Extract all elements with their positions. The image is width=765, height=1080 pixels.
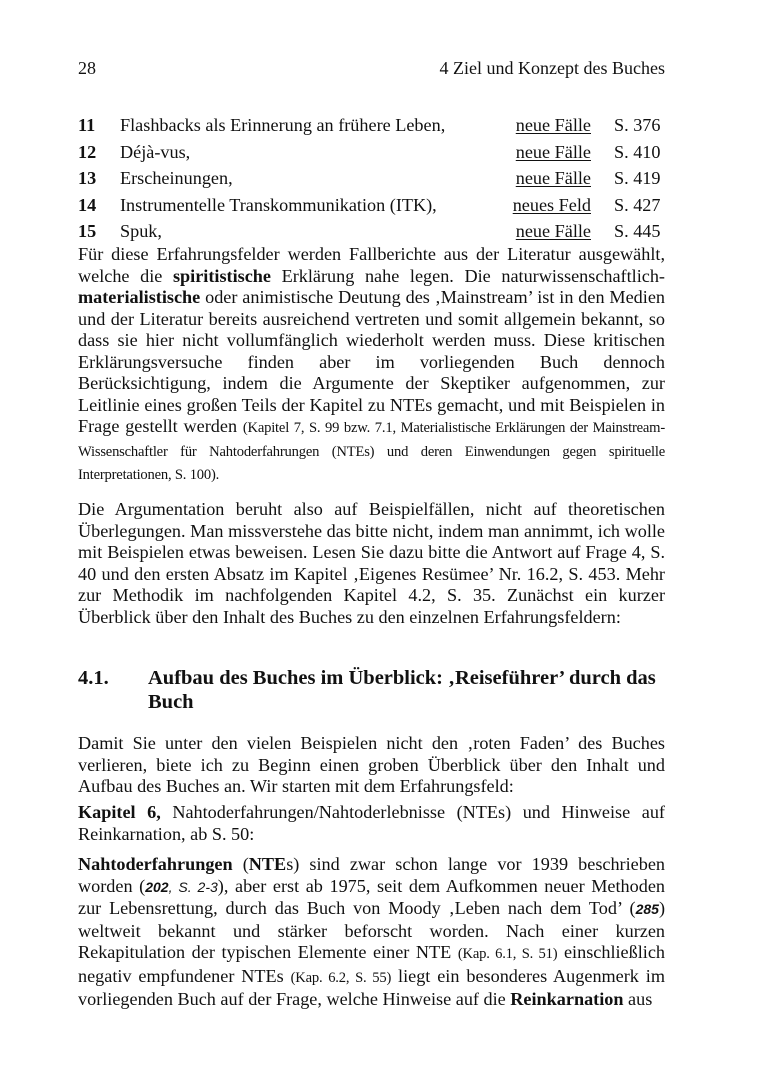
paragraph-argumentation: Die Argumentation beruht also auf Beispielfällen, nicht auf theoretischen Überlegungen. Man missverstehe das bitte nicht, indem man annimmt, ich wolle mit Beispielen etwas beweisen. Lesen Sie dazu bitte die Antwort auf Frage 4, S. 40 und den ersten Absatz im Kapitel ‚Eigenes Resümee’ Nr. 16.2, S. 453. Mehr zur Methodik im nachfolgenden Kapitel 4.2, S. 35. Zunächst ein kurzer Überblick über den Inhalt des Buches zu den einzelnen Erfahrungsfeldern: (78, 499, 665, 627)
chapter-reference: (Kap. 6.2, S. 55) (290, 969, 392, 986)
section-title: Aufbau des Buches im Überblick: ‚Reiseführer’ durch das Buch (148, 667, 656, 713)
paragraph-case-selection: Für diese Erfahrungsfelder werden Fallberichte aus der Literatur ausgewählt, welche die spiritistische Erklärung nahe legen. Die naturwissenschaftlich-materialistische oder animistische Deutung des ‚Mainstream’ ist in den Medien und der Literatur bereits ausreichend vertreten und somit allgemein bekannt, so dass sie hier nicht vollumfänglich wiederholt werden muss. Diese kritischen Erklärungsversuche finden aber im vorliegenden Buch dennoch Berücksichtigung, indem die Argumente der Skeptiker aufgenommen, zur Leitlinie eines großen Teils der Kapitel zu NTEs gemacht, und mit Beispielen in Frage gestellt werden (Kapitel 7, S. 99 bzw. 7.1, Materialistische Erklärungen der Mainstream-Wissenschaftler für Nahtoderfahrungen (NTEs) und deren Einwendungen gegen spirituelle Interpretationen, S. 100). (78, 244, 665, 483)
item-text: Erscheinungen, (120, 168, 233, 188)
section-number: 4.1. (78, 667, 109, 689)
list-item (78, 139, 665, 166)
item-number: 12 (78, 141, 97, 162)
item-page: S. 376 (614, 115, 661, 135)
item-tag: neue Fälle (515, 141, 591, 162)
chapter-6-heading (78, 802, 665, 845)
paragraph-nde: Nahtoderfahrungen (NTEs) sind zwar schon lange vor 1939 beschrieben worden (202, S. 2-3), aber erst ab 1975, seit dem Aufkommen neuer Methoden zur Lebensrettung, durch das Buch von Moody ‚Leben nach dem Tod’ (285) weltweit bekannt und stärker beforscht worden. Nach einer kurzen Rekapitulation der typischen Elemente einer NTE (Kap. 6.1, S. 51) einschließlich negativ empfundener NTEs (Kap. 6.2, S. 55) liegt ein besonderes Augenmerk im vorliegenden Buch auf der Frage, welche Hinweise auf die Reinkarnation aus (78, 854, 666, 1009)
item-tag: neues Feld (512, 194, 591, 215)
list-item (78, 165, 665, 192)
bold-term: materialistische (78, 287, 201, 307)
page-number: 28 (78, 58, 96, 78)
item-text: Déjà-vus, (120, 141, 191, 162)
chapter-reference: (Kap. 6.1, S. 51) (457, 946, 558, 962)
item-tag: neue Fälle (515, 221, 591, 241)
chapter-title: 4 Ziel und Konzept des Buches (439, 58, 665, 78)
citation-ref: 202 (145, 878, 169, 895)
item-number: 11 (78, 115, 96, 135)
list-item (78, 192, 665, 219)
paragraph-overview-intro: Damit Sie unter den vielen Beispielen nicht den ‚roten Faden’ des Buches verlieren, biete ich zu Beginn einen groben Überblick über den Inhalt und Aufbau des Buches an. Wir starten mit dem Erfahrungsfeld: (78, 733, 665, 796)
item-number: 13 (78, 168, 97, 188)
bold-term: spiritistische (172, 265, 271, 286)
item-tag: neue Fälle (515, 168, 591, 188)
citation-ref: 285 (635, 901, 659, 917)
list-item (78, 218, 665, 245)
item-page: S. 419 (614, 168, 661, 188)
item-page: S. 410 (614, 141, 661, 162)
item-text: Spuk, (120, 221, 162, 241)
item-tag: neue Fälle (515, 115, 591, 135)
chapter-reference: (Kapitel 7, S. 99 bzw. 7.1, Materialistische Erklärungen der Mainstream-Wissenschaftler für Nahtoderfahrungen (NTEs) und deren Einwendungen gegen spirituelle Interpretationen, S. 100). (78, 420, 665, 483)
item-page: S. 445 (614, 221, 661, 241)
item-number: 15 (78, 221, 97, 241)
item-text: Instrumentelle Transkommunikation (ITK), (120, 194, 437, 215)
item-number: 14 (78, 194, 97, 215)
list-item (78, 112, 665, 139)
item-page: S. 427 (614, 194, 661, 215)
citation-pages: , S. 2-3 (168, 878, 218, 895)
experience-fields-list (78, 112, 665, 245)
chapter-label: Kapitel 6, (78, 802, 161, 822)
chapter-description: Nahtoderfahrungen/Nahtoderlebnisse (NTEs) und Hinweise auf Reinkarnation, ab S. 50: (78, 802, 665, 844)
item-text: Flashbacks als Erinnerung an frühere Leben, (120, 115, 446, 135)
